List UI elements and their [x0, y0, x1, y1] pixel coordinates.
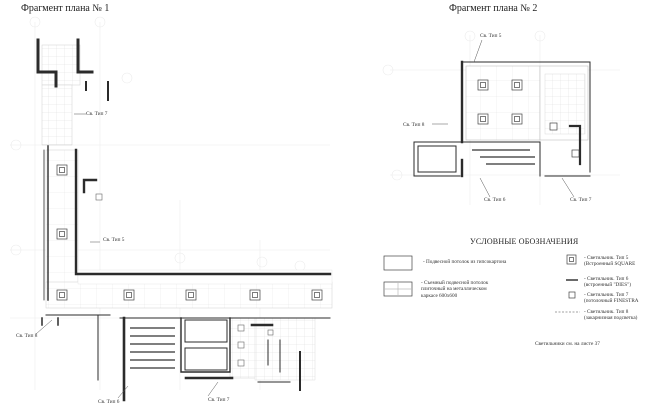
label-f1-type7-bottom: Св. Тип 7 — [208, 397, 230, 403]
legend-type5-line2: (Встроенный SQUARE — [584, 261, 636, 268]
legend-type7 — [584, 292, 639, 305]
label-f1-type7-top: Св. Тип 7 — [86, 111, 108, 117]
legend-gypsum — [423, 259, 506, 265]
legend-type5 — [584, 255, 635, 268]
legend-type8-line2: (закарнизная подсветка) — [584, 315, 638, 322]
legend-type6-line2: (встроенный "DIES") — [584, 282, 631, 289]
legend-gypsum-swatch — [384, 256, 412, 270]
fragment-1-ceiling — [42, 45, 332, 380]
label-f1-type8: Св. Тип 8 — [16, 333, 38, 339]
legend-type7-line1: - Светильник. Тип 7 — [584, 292, 629, 298]
fragment-1-title: Фрагмент плана № 1 — [21, 3, 110, 14]
legend-removable-line1: - Съемный подвесной потолок — [421, 280, 489, 286]
label-f1-type5: Св. Тип 5 — [103, 237, 125, 243]
legend-type7-swatch — [569, 292, 575, 298]
lights-sheet-note: Светильники см. на листе 37 — [535, 341, 600, 347]
legend-removable-line2: плиточный на металлическом — [421, 286, 487, 293]
legend-removable — [421, 280, 488, 299]
label-f1-type6: Св. Тип 6 — [98, 399, 120, 405]
label-f2-type6: Св. Тип 6 — [484, 197, 506, 203]
label-f2-type8: Св. Тип 8 — [403, 122, 425, 128]
fragment-2-title: Фрагмент плана № 2 — [449, 3, 538, 14]
legend-removable-line3: каркасе 600х600 — [421, 292, 458, 299]
legend-gypsum-text: - Подвесной потолок из гипсокартона — [423, 259, 507, 265]
fragment-2-linear-lights — [472, 150, 535, 164]
legend-type6-line1: - Светильник. Тип 6 — [584, 276, 629, 282]
legend-title: УСЛОВНЫЕ ОБОЗНАЧЕНИЯ — [470, 237, 579, 246]
legend-type8 — [584, 309, 637, 322]
label-f2-type5: Св. Тип 5 — [480, 33, 502, 39]
legend-type7-line2: (потолочный FINESTRA — [584, 298, 639, 305]
label-f2-type7: Св. Тип 7 — [570, 197, 592, 203]
legend-type8-line1: - Светильник. Тип 8 — [584, 309, 629, 315]
fragment-2-ceiling — [466, 66, 588, 140]
fragment-1-linear-lights — [130, 328, 175, 368]
legend-type5-line1: - Светильник. Тип 5 — [584, 255, 629, 261]
legend-type6 — [584, 276, 631, 289]
